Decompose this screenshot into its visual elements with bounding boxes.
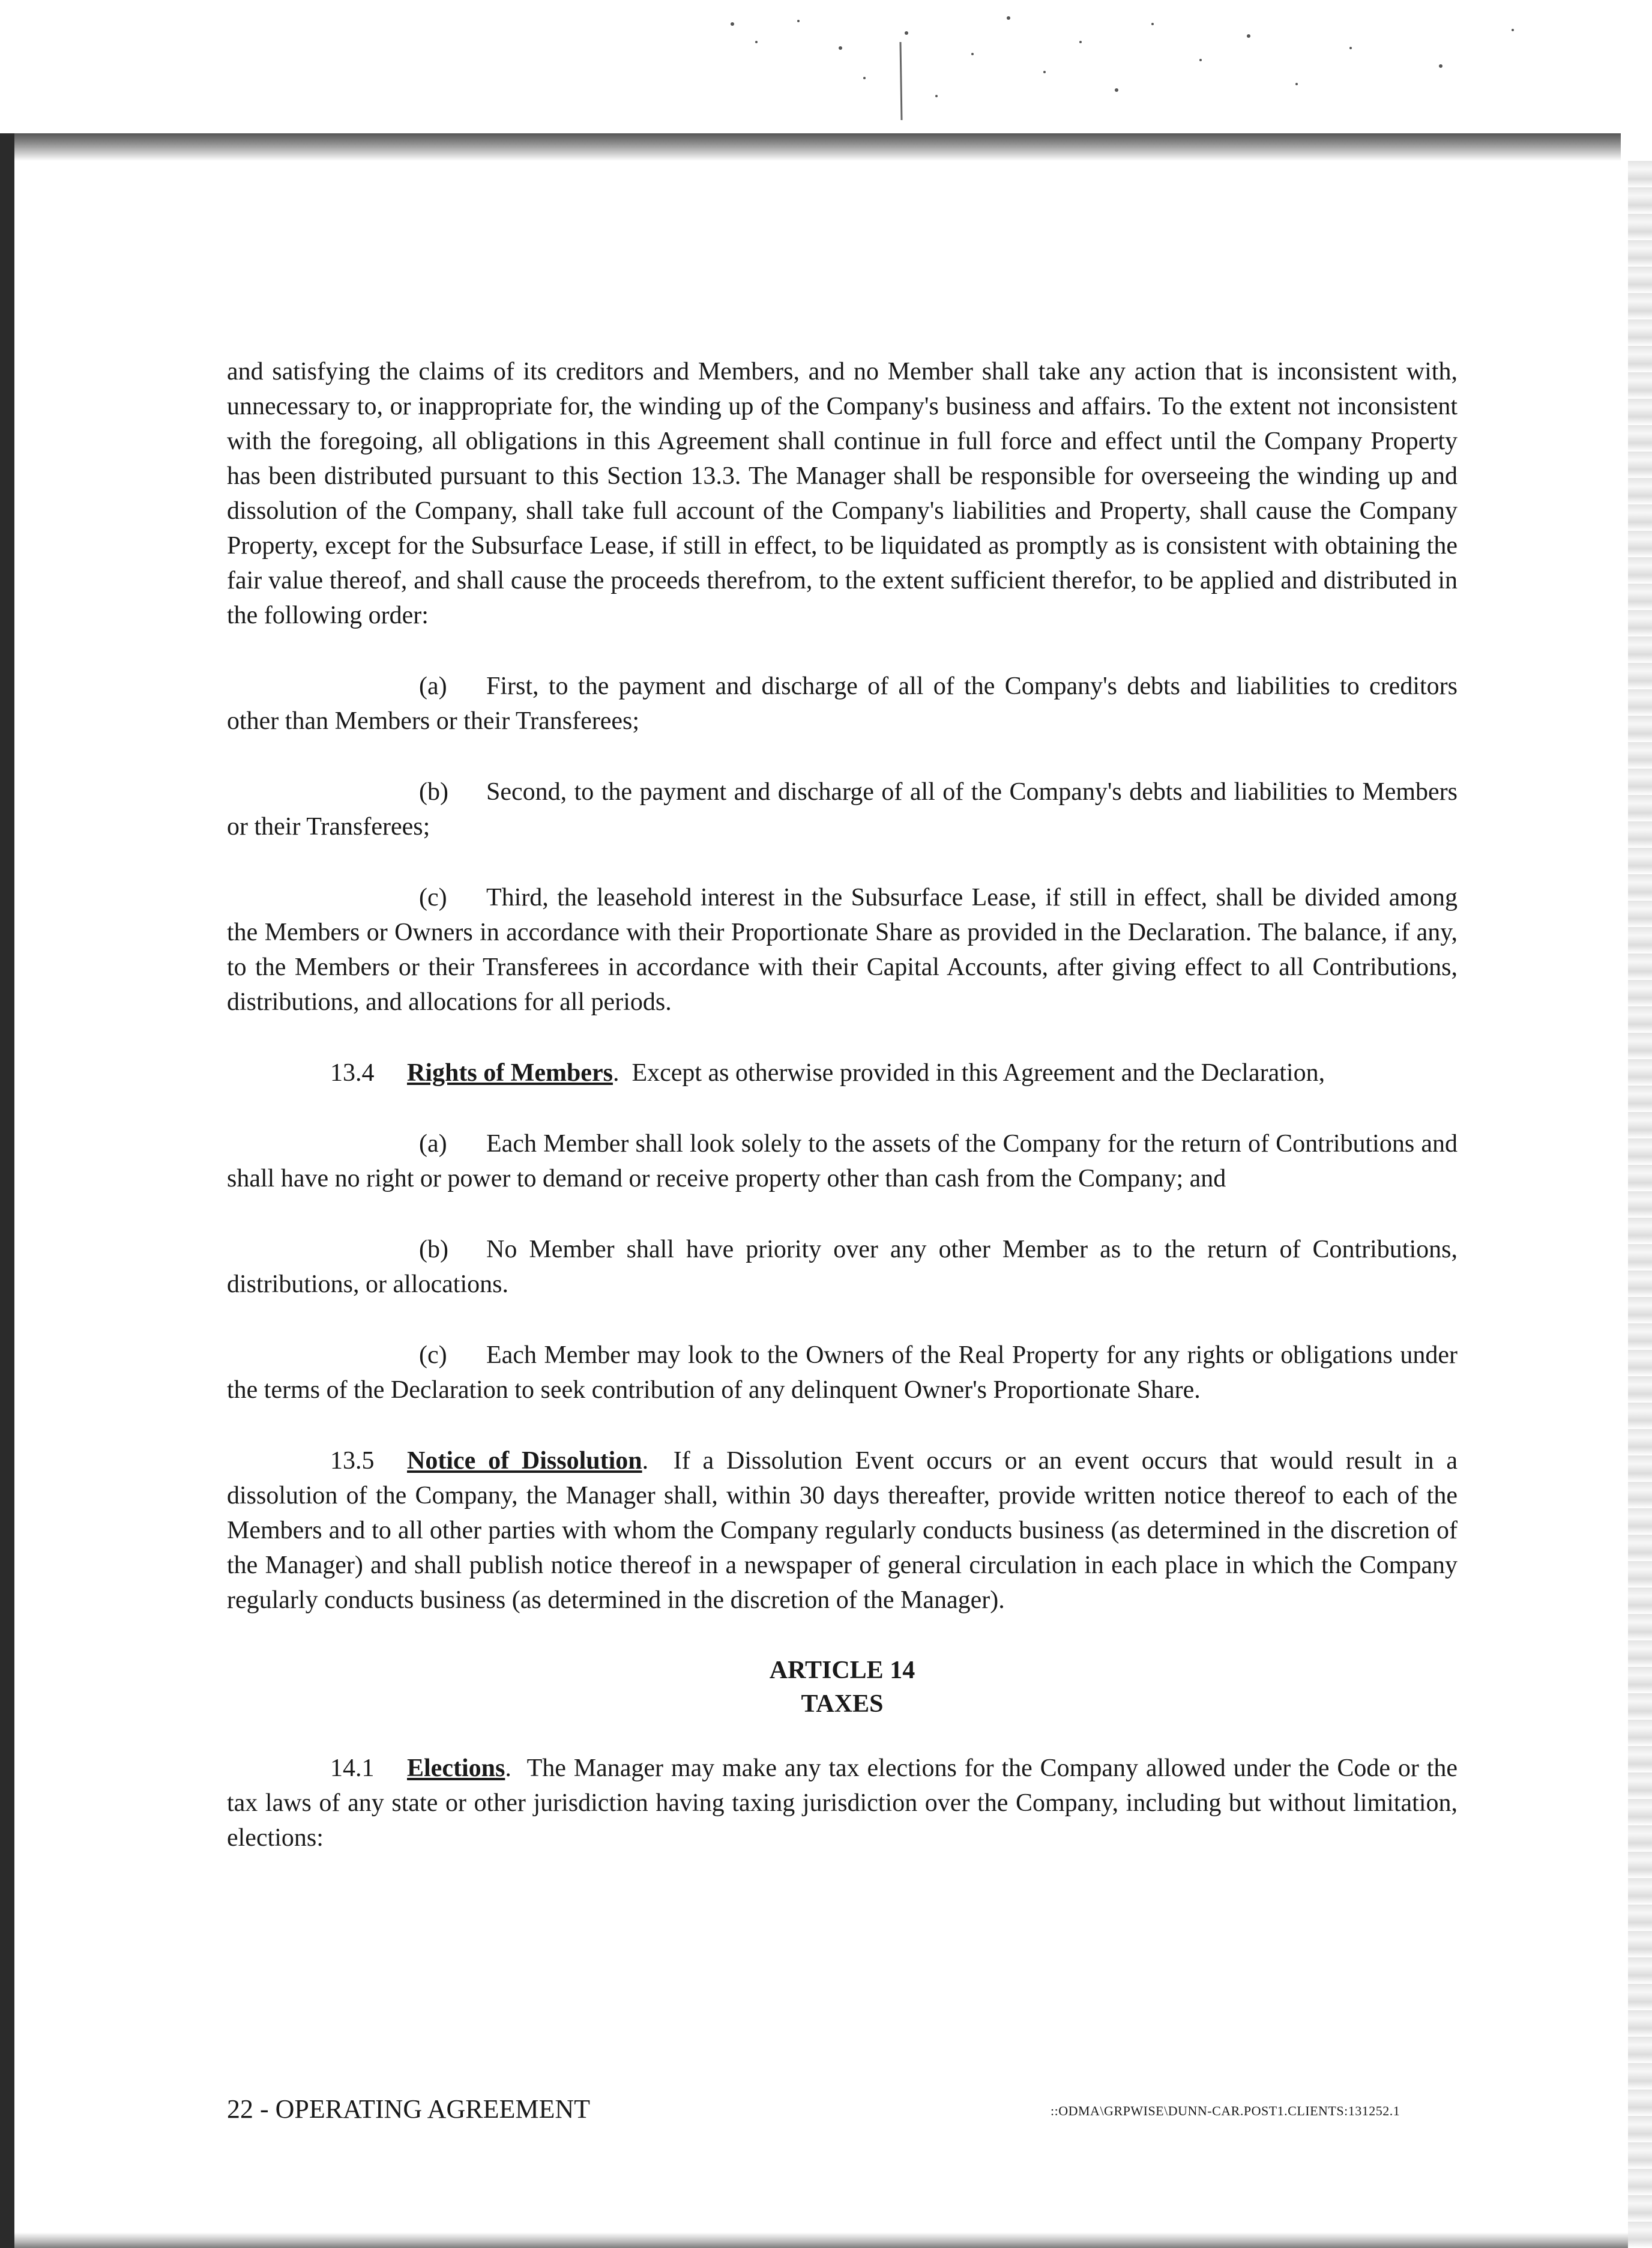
list-marker: (a) (419, 672, 447, 700)
scan-right-edge (1628, 161, 1652, 2248)
section-heading-period: . (505, 1754, 527, 1782)
list-marker: (c) (419, 884, 447, 911)
list-item-text: Each Member shall look solely to the assets of the Company for the return of Contributions and shall have no right or power to demand or receive property other than cash from the Company; and (227, 1130, 1458, 1192)
footer-doc-path: ::ODMA\GRPWISE\DUNN-CAR.POST1.CLIENTS:131252.1 (1051, 2103, 1400, 2118)
paragraph-text: and satisfying the claims of its creditors and Members, and no Member shall take any action that is inconsistent with, unnecessary to, or inappropriate for, the winding up of the Company's business and affairs. To the extent not inconsistent with the foregoing, all obligations in this Agreement shall continue in full force and effect until the Company Property has been distributed pursuant to this Section 13.3. The Manager shall be responsible for overseeing the winding up and dissolution of the Company, shall take full account of the Company's liabilities and Property, shall cause the Company Property, except for the Subsurface Lease, if still in effect, to be liquidated as promptly as is consistent with obtaining the fair value thereof, and shall cause the proceeds therefrom, to the extent sufficient therefor, to be applied and distributed in the following order: (227, 358, 1458, 629)
list-marker: (b) (419, 1236, 448, 1263)
section-heading: Rights of Members (407, 1059, 613, 1087)
article-title: TAXES (801, 1690, 884, 1718)
section-text: Except as otherwise provided in this Agreement and the Declaration, (632, 1059, 1325, 1087)
scan-speckles (660, 6, 1561, 126)
list-item-text: First, to the payment and discharge of all of the Company's debts and liabilities to creditors other than Members or their Transferees; (227, 672, 1458, 735)
list-marker: (a) (419, 1130, 447, 1158)
article-number: ARTICLE 14 (769, 1657, 915, 1684)
scan-left-edge (0, 133, 14, 2248)
list-item-c-third (227, 880, 1458, 1020)
section-heading: Notice of Dissolution (407, 1447, 642, 1475)
section-heading-period: . (612, 1059, 632, 1087)
section-number: 13.5 (330, 1447, 375, 1475)
section-13-5 (227, 1443, 1458, 1618)
list-item-a-first (227, 669, 1458, 739)
list-item-b-second (227, 775, 1458, 844)
list-item-c-rights (227, 1338, 1458, 1407)
section-number: 13.4 (330, 1059, 375, 1087)
list-item-b-rights (227, 1232, 1458, 1302)
list-item-text: Each Member may look to the Owners of the Real Property for any rights or obligations under the terms of the Declaration to seek contribution of any delinquent Owner's Proportionate Share. (227, 1341, 1458, 1404)
section-heading-period: . (642, 1447, 674, 1475)
list-item-text: Second, to the payment and discharge of all of the Company's debts and liabilities to Members or their Transferees; (227, 778, 1458, 841)
scan-top-shadow (0, 133, 1621, 161)
list-item-text: Third, the leasehold interest in the Subsurface Lease, if still in effect, shall be divided among the Members or Owners in accordance with their Proportionate Share as provided in the Declaration. The balance, if any, to the Members or their Transferees in accordance with their Capital Accounts, after giving effect to all Contributions, distributions, and allocations for all periods. (227, 884, 1458, 1016)
list-item-text: No Member shall have priority over any other Member as to the return of Contributions, distributions, or allocations. (227, 1236, 1458, 1298)
paragraph-intro (227, 354, 1458, 633)
scan-bottom-shadow (14, 2232, 1628, 2248)
article-heading (227, 1654, 1458, 1721)
document-body (227, 354, 1458, 1891)
section-heading: Elections (407, 1754, 505, 1782)
list-marker: (b) (419, 778, 448, 806)
section-13-4 (227, 1056, 1458, 1090)
section-number: 14.1 (330, 1754, 375, 1782)
section-text: The Manager may make any tax elections for the Company allowed under the Code or the tax laws of any state or other jurisdiction having taxing jurisdiction over the Company, including but without limitation, elections: (227, 1754, 1458, 1852)
list-item-a-rights (227, 1126, 1458, 1196)
section-14-1 (227, 1751, 1458, 1855)
list-marker: (c) (419, 1341, 447, 1369)
footer-page-label: 22 - OPERATING AGREEMENT (227, 2094, 590, 2124)
section-text: If a Dissolution Event occurs or an event occurs that would result in a dissolution of the Company, the Manager shall, within 30 days thereafter, provide written notice thereof to each of the Members and to all other parties with whom the Company regularly conducts business (as determined in the discretion of the Manager) and shall publish notice thereof in a newspaper of general circulation in each place in which the Company regularly conducts business (as determined in the discretion of the Manager). (227, 1447, 1458, 1614)
